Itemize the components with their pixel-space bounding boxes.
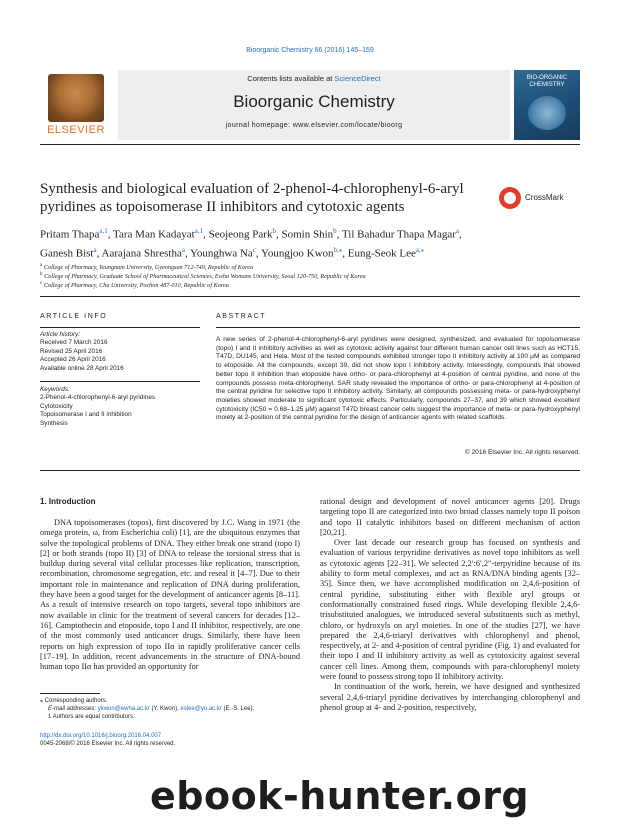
affiliation-a [40,262,580,271]
author-name: Youngjoo Kwon [260,247,334,260]
author-affiliation-marker[interactable]: a [93,245,97,254]
crossmark-label: CrossMark [525,193,564,202]
affiliation-divider [40,296,580,297]
author-separator: , [459,228,462,241]
intro-paragraph-2: Over last decade our research group has focused on synthesis and evaluation of various terpyridine derivatives as novel topo inhibitors as well as cytotoxic agents [22–31]. We selected 2,2′:6′,2″-terpyridine because of its ability to form metal complexes, and act as RNA/DNA binding agents [32–35]. Since then, we have accomplished modification on 2,4,6-position of central pyridine, substituting either with flexible aryl groups or conformationally constrained fused rings. While developing flexible 2,4,6-trisubstituted analogues, we introduced several substituents such as methyl, chloro, or hydroxyls on aryl moieties. In one of the studies [27], we have prepared the 2,4,6-triaryl derivatives with chlorophenyl and phenol, respectively, at 2- and 4-position of central pyridine (Fig. 1) and evaluated for their topo I and II inhibitory activity as well as cytotoxicity against several cancer cell lines. Among them, compounds with para-chlorophenyl moiety were found to possess strong topo II inhibitory activity. [320,538,580,682]
masthead-divider [40,144,580,145]
author-name: Younghwa Na [190,247,253,260]
author-affiliation-marker[interactable]: c [252,245,256,254]
journal-homepage[interactable]: journal homepage: www.elsevier.com/locate/bioorg [225,122,403,129]
watermark-text: ebook-hunter.org [150,774,530,818]
article-info-rule [40,327,200,328]
abstract-heading: ABSTRACT [216,313,267,320]
article-info-heading: ARTICLE INFO [40,313,108,320]
affiliation-text: College of Pharmacy, Cha University, Pochon 487-010, Republic of Korea [43,282,229,290]
author-name: Seojeong Park [208,228,273,241]
crossmark-icon [499,187,521,209]
keyword-item: 2-Phenol-4-chlorophenyl-6-aryl pyridines [40,394,156,402]
corresponding-note: ⁎ Corresponding authors. [40,698,108,704]
author-affiliation-marker[interactable]: a,1 [194,227,204,235]
contents-lists-line [118,74,510,83]
abstract-rule [216,327,580,328]
history-revised: Revised 25 April 2016 [40,347,103,355]
contents-prefix: Contents lists available at [247,74,333,83]
keyword-item: Cytotoxicity [40,402,73,410]
email-note [40,705,300,713]
journal-reference-link[interactable]: Bioorganic Chemistry 66 (2016) 145–159 [246,47,374,54]
abstract-copyright: © 2016 Elsevier Inc. All rights reserved. [464,449,580,456]
email-label: E-mail addresses: [48,706,97,712]
email-link-kwon[interactable]: ykwon@ewha.ac.kr [97,706,150,712]
affiliation-marker: c [40,280,43,286]
email-owner: (Y. Kwon), [151,706,179,712]
author-name: Somin Shin [281,228,334,241]
author-separator: , [275,228,282,241]
author-list [40,224,580,261]
history-online: Available online 28 April 2016 [40,364,124,372]
intro-left-column: DNA topoisomerases (topos), first discovered by J.C. Wang in 1971 (the omega protein, ω, from Escherichia coli) [1], are the ubiquitous enzymes that solve the topological problems of DNA. They either break one strand (topo I) [2] or both strands (topo II) [3] of DNA to release the torsional stress that is buildup during several vital cellular processes like replication, transcription, recombination, chromosome segregation, etc. and reseal it [4–7]. Due to their important role in maintenance and replication of DNA during proliferation, they have been a good target for the development of anticancer agents [8–11]. As a result of intensive research on topo targets, several topo inhibitors are now available in clinic for the treatment of several cancers for decades [12–16]. Camptothecin and etoposide, topo I and II inhibitor, respectively, are one of the most commonly used anticancer drugs. Similarly, there have been reports on high expression of topo IIα in rapidly proliferative cancer cells [17–19]. In addition, recent advancements in the structure of DNA-bound human topo IIα has provided an opportunity for [40,518,300,672]
title-line-2: pyridines as topoisomerase II inhibitors and cytotoxic agents [40,199,405,215]
author-separator: , [203,228,209,241]
author-name: Eung-Seok Lee [347,247,416,260]
watermark [150,774,600,820]
elsevier-wordmark: ELSEVIER [47,124,105,136]
journal-title: Bioorganic Chemistry [233,92,395,111]
history-label: Article history: [40,331,81,338]
footnotes [40,697,300,721]
keywords-label: Keywords: [40,386,70,393]
author-name: Aarajana Shrestha [101,247,182,260]
author-affiliation-marker[interactable]: b,⁎ [333,245,343,254]
intro-paragraph-3: In continuation of the work, herein, we have designed and synthesized several 2,4,6-triaryl pyridine derivatives by interchanging chlorophenyl and phenol group at 4- and 2-position, respectively, [320,682,580,712]
author-separator: , [336,228,342,241]
author-separator: , [184,247,191,260]
author-line-1 [40,224,580,243]
journal-masthead [40,70,580,140]
author-affiliation-marker[interactable]: a [455,227,459,235]
article-history [40,331,200,373]
author-separator: , [107,228,114,241]
elsevier-logo [40,70,112,140]
keyword-item: Topoisomerase I and II inhibition [40,411,132,419]
history-accepted: Accepted 26 April 2016 [40,356,106,364]
author-name: Til Bahadur Thapa Magar [341,228,456,241]
affiliation-b [40,271,580,280]
author-affiliation-marker[interactable]: b [333,227,337,235]
email-link-lee[interactable]: eslee@yu.ac.kr [180,706,222,712]
cover-title: BIO-ORGANIC CHEMISTRY [526,75,568,88]
issn-line: 0045-2068/© 2016 Elsevier Inc. All rights reserved. [40,741,176,747]
elsevier-tree-icon [48,74,104,122]
history-received: Received 7 March 2016 [40,339,108,347]
author-name: Pritam Thapa [40,228,100,241]
title-line-1: Synthesis and biological evaluation of 2-phenol-4-chlorophenyl-6-aryl [40,181,464,197]
cover-art [528,96,566,130]
author-name: Ganesh Bist [40,247,94,260]
abstract-text: A new series of 2-phenol-4-chlorophenyl-6-aryl pyridines were designed, synthesized, and evaluated for topoisomerase (topo) I and II inhibitory activities as well as cytotoxic activity against four different human cancer cell lines such as HCT15, T47D, DU145, and Hela. Most of the tested compounds exhibited stronger topo II inhibitory activity at 100 μM as compared to etoposide. All the compounds, except 39, did not show topo I inhibitory activity. Interestingly, compounds that showed better topo II inhibition than etoposide have ortho- or para-chlorophenyl at 4-position of central pyridine, and none of the compounds possess meta-chlorophenyl. SAR study revealed the importance of ortho- or para-chlorophenyl at 4-position of the central pyridine for selective topo II inhibitory activity. Similarly, all compounds possessing meta- or para-hydroxyphenyl moieties showed moderate to significant cytotoxic effects. Particularly, compounds 27–37, and 39 which showed excellent cytotoxicity (IC50 = 0.68–1.25 μM) against T47D breast cancer cells suggest the importance of meta- or para-hydroxyphenyl moiety at 2-position of the central pyridine for the design of anticancer agents with related scaffolds. [216,336,580,422]
introduction-heading: 1. Introduction [40,497,96,506]
affiliation-c [40,280,580,289]
sciencedirect-link[interactable]: ScienceDirect [334,74,381,83]
journal-cover-image [514,70,580,140]
author-separator: , [255,247,261,260]
doi-block [40,732,300,748]
crossmark-badge[interactable] [499,187,579,209]
keywords-rule [40,381,200,382]
intro-right-column [320,497,580,713]
author-affiliation-marker[interactable]: a [181,245,185,254]
author-line-2 [40,243,580,262]
author-affiliation-marker[interactable]: a,⁎ [415,245,425,254]
author-affiliation-marker[interactable]: b [272,227,276,235]
author-name: Tara Man Kadayat [113,228,195,241]
intro-paragraph-1: rational design and development of novel anticancer agents [20]. Drugs targeting topo II are categorized into two broad classes namely topo II poison and topo II catalytic inhibitors based on different mechanism of action [20,21]. [320,497,580,537]
masthead-banner [118,70,510,140]
doi-link[interactable]: http://dx.doi.org/10.1016/j.bioorg.2016.04.007 [40,733,162,739]
affiliation-text: College of Pharmacy, Yeungnam University, Gyeongsan 712-749, Republic of Korea [43,264,254,272]
affiliation-marker: a [40,262,43,268]
author-affiliation-marker[interactable]: a,1 [99,227,108,235]
author-separator: , [342,247,348,260]
article-title [40,180,480,216]
keyword-item: Synthesis [40,419,68,427]
footnote-rule [40,693,100,694]
email-owner: (E.-S. Lee). [223,706,255,712]
affiliation-marker: b [40,271,43,277]
affiliation-text: College of Pharmacy, Graduate School of Pharmaceutical Sciences, Ewha Womans University, Seoul 120-750, Republic of Korea [44,273,366,281]
equal-contribution-note: 1 Authors are equal contributors. [48,714,135,720]
author-separator: , [96,247,102,260]
keywords-block [40,386,200,428]
abstract-divider [40,470,580,471]
